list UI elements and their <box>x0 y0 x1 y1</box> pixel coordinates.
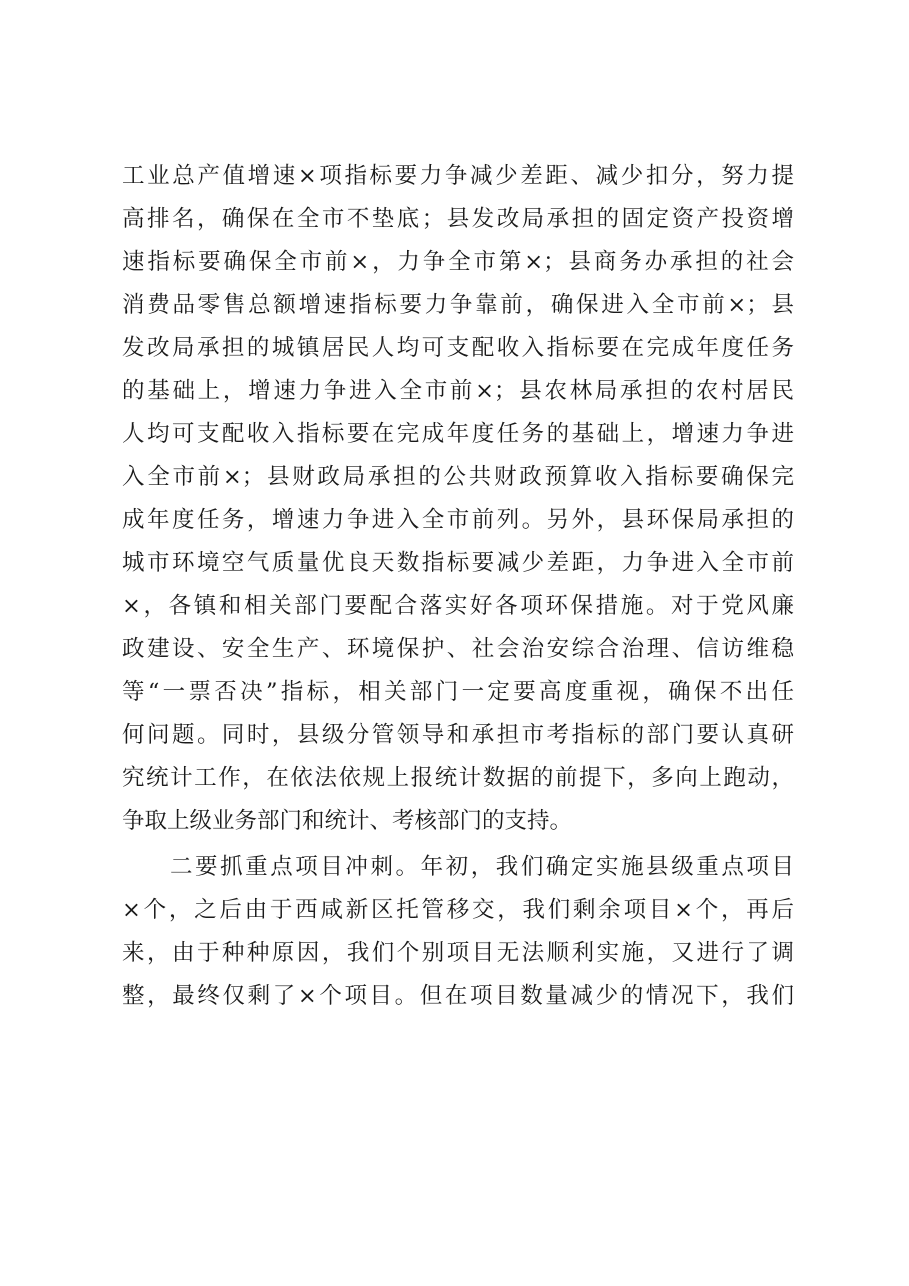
text-line: 高排名，确保在全市不垫底；县发改局承担的固定资产投资增 <box>122 206 794 232</box>
text-line: 发改局承担的城镇居民人均可支配收入指标要在完成年度任务 <box>122 335 794 361</box>
text-line: 入全市前×；县财政局承担的公共财政预算收入指标要确保完 <box>122 464 794 490</box>
text-line: 城市环境空气质量优良天数指标要减少差距，力争进入全市前 <box>122 550 794 576</box>
text-line: 消费品零售总额增速指标要力争靠前，确保进入全市前×；县 <box>122 292 794 318</box>
paragraph-2 <box>122 846 794 1018</box>
document-body <box>122 155 794 1018</box>
text-line: ×个，之后由于西咸新区托管移交，我们剩余项目×个，再后 <box>122 897 794 923</box>
paragraph-1 <box>122 155 794 843</box>
text-line: 速指标要确保全市前×，力争全市第×；县商务办承担的社会 <box>122 249 794 275</box>
text-line: 整，最终仅剩了×个项目。但在项目数量减少的情况下，我们 <box>122 983 794 1009</box>
text-line: 争取上级业务部门和统计、考核部门的支持。 <box>122 808 573 834</box>
text-line: 工业总产值增速×项指标要力争减少差距、减少扣分，努力提 <box>122 163 794 189</box>
text-line: 二要抓重点项目冲刺。年初，我们确定实施县级重点项目 <box>170 854 794 880</box>
text-line: 人均可支配收入指标要在完成年度任务的基础上，增速力争进 <box>122 421 794 447</box>
text-line: 的基础上，增速力争进入全市前×；县农林局承担的农村居民 <box>122 378 794 404</box>
text-line: 何问题。同时，县级分管领导和承担市考指标的部门要认真研 <box>122 722 794 748</box>
text-line: 来，由于种种原因，我们个别项目无法顺利实施，又进行了调 <box>122 940 794 966</box>
text-line: 政建设、安全生产、环境保护、社会治安综合治理、信访维稳 <box>122 636 794 662</box>
text-line: ×，各镇和相关部门要配合落实好各项环保措施。对于党风廉 <box>122 593 794 619</box>
text-line: 究统计工作，在依法依规上报统计数据的前提下，多向上跑动， <box>122 765 794 791</box>
text-line: 等“一票否决”指标，相关部门一定要高度重视，确保不出任 <box>122 679 794 705</box>
text-line: 成年度任务，增速力争进入全市前列。另外，县环保局承担的 <box>122 507 794 533</box>
